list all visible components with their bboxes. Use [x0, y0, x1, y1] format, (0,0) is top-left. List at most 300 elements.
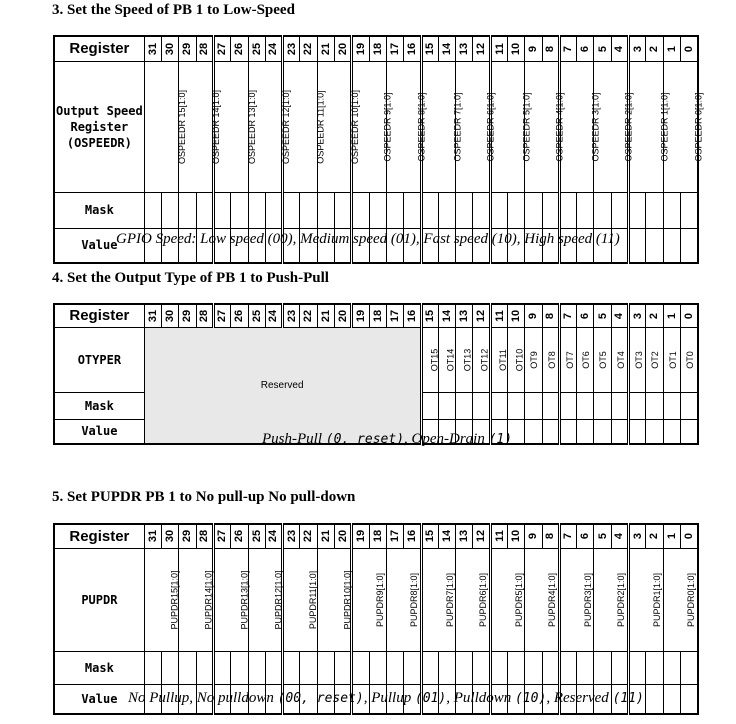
register-field: [456, 327, 473, 392]
register-field-label: OSPEEDR 6[1:0]: [485, 91, 496, 162]
bit-number: [179, 524, 196, 548]
register-field: [629, 327, 646, 392]
mask-bit-cell[interactable]: [525, 192, 542, 228]
bit-number: [404, 304, 421, 327]
mask-bit-cell[interactable]: [317, 651, 334, 684]
bit-number-label: 16: [405, 309, 418, 322]
bit-number: [542, 36, 559, 61]
value-bit-cell[interactable]: [680, 684, 698, 714]
bit-number-label: 22: [302, 530, 315, 543]
bit-header-row: [54, 524, 698, 548]
mask-bit-cell[interactable]: [594, 392, 611, 419]
bit-number-label: 6: [579, 45, 592, 52]
bit-number-label: 8: [544, 312, 557, 319]
value-bit-cell[interactable]: [663, 419, 680, 444]
mask-bit-cell[interactable]: [179, 192, 196, 228]
mask-bit-cell[interactable]: [283, 192, 300, 228]
bit-number: [456, 36, 473, 61]
mask-bit-cell[interactable]: [525, 392, 542, 419]
mask-bit-cell[interactable]: [680, 651, 698, 684]
bit-number: [404, 524, 421, 548]
register-field-label: PUPDR7[1:0]: [444, 572, 455, 627]
mask-bit-cell[interactable]: [248, 192, 265, 228]
mask-bit-cell[interactable]: [352, 651, 369, 684]
caption-text: Push-Pull: [262, 431, 326, 447]
bit-number-label: 12: [475, 530, 488, 543]
ospeedr-register-table: [53, 35, 704, 264]
bit-number-label: 25: [250, 42, 263, 55]
bit-number: [300, 36, 317, 61]
mask-bit-cell[interactable]: [525, 651, 542, 684]
mask-bit-cell[interactable]: [421, 192, 438, 228]
ospeedr-caption: GPIO Speed: Low speed (00), Medium speed (01), Fast speed (10), High speed (11): [116, 231, 620, 247]
bit-number-label: 24: [267, 309, 280, 322]
register-field: [179, 548, 214, 651]
bit-number-label: 31: [146, 530, 159, 543]
bit-number-label: 28: [198, 309, 211, 322]
register-field: [525, 548, 560, 651]
value-bit-cell[interactable]: [577, 419, 594, 444]
value-bit-cell[interactable]: [646, 419, 663, 444]
register-field: [386, 548, 421, 651]
value-bit-cell[interactable]: [611, 419, 628, 444]
bit-header-row: [54, 304, 698, 327]
bit-number: [663, 36, 680, 61]
bit-number: [525, 524, 542, 548]
bit-number: [300, 304, 317, 327]
register-header: Register: [54, 304, 144, 327]
bit-number-label: 8: [544, 45, 557, 52]
value-label: Value: [54, 228, 144, 263]
bit-number: [663, 304, 680, 327]
bit-number-label: 3: [631, 533, 644, 540]
bit-number-label: 6: [579, 533, 592, 540]
bit-number: [162, 36, 179, 61]
mask-label: Mask: [54, 392, 144, 419]
bit-number-label: 17: [389, 42, 402, 55]
register-name: OTYPER: [54, 327, 144, 392]
mask-bit-cell[interactable]: [335, 651, 352, 684]
bit-number: [352, 36, 369, 61]
bit-number: [611, 524, 628, 548]
mask-bit-cell[interactable]: [663, 192, 680, 228]
value-bit-cell[interactable]: [559, 419, 576, 444]
mask-bit-cell[interactable]: [594, 651, 611, 684]
bit-number-label: 19: [354, 309, 367, 322]
bit-number: [335, 524, 352, 548]
register-field: [421, 327, 438, 392]
mask-bit-cell[interactable]: [196, 192, 213, 228]
bit-number-label: 16: [405, 42, 418, 55]
bit-number-label: 17: [389, 309, 402, 322]
bit-number: [473, 304, 490, 327]
bit-number: [438, 36, 455, 61]
mask-bit-cell[interactable]: [231, 192, 248, 228]
mask-bit-cell[interactable]: [473, 392, 490, 419]
bit-number-label: 2: [648, 533, 661, 540]
pupdr-caption: [128, 690, 644, 707]
bit-number: [629, 524, 646, 548]
register-field-label: PUPDR6[1:0]: [478, 572, 489, 627]
register-field-label: OT7: [564, 350, 575, 369]
section-3-heading: 3. Set the Speed of PB 1 to Low-Speed: [52, 2, 295, 18]
register-field-label: OT10: [514, 348, 525, 371]
mask-bit-cell[interactable]: [490, 392, 507, 419]
register-header: Register: [54, 36, 144, 61]
bit-number-label: 5: [596, 533, 609, 540]
bit-number: [421, 36, 438, 61]
bit-number-label: 5: [596, 312, 609, 319]
bit-number: [542, 524, 559, 548]
mask-bit-cell[interactable]: [680, 392, 698, 419]
bit-number: [438, 524, 455, 548]
bit-number-label: 11: [493, 530, 506, 543]
bit-number: [577, 36, 594, 61]
bit-number: [300, 524, 317, 548]
caption-code: (0, reset): [325, 432, 405, 447]
register-field: [663, 327, 680, 392]
register-field-label: OSPEEDR 5[1:0]: [521, 91, 532, 162]
mask-bit-cell[interactable]: [577, 192, 594, 228]
caption-text: No Pullup, No pulldown: [128, 690, 278, 706]
register-field: [283, 548, 318, 651]
mask-bit-cell[interactable]: [611, 392, 628, 419]
register-field: [559, 61, 601, 192]
mask-bit-cell[interactable]: [646, 651, 663, 684]
bit-number-label: 13: [458, 309, 471, 322]
bit-number-label: 13: [458, 42, 471, 55]
bit-number-label: 14: [440, 309, 453, 322]
mask-bit-cell[interactable]: [559, 651, 576, 684]
mask-bit-cell[interactable]: [421, 651, 438, 684]
register-field-label: PUPDR14[1:0]: [203, 569, 214, 630]
register-field-label: PUPDR0[1:0]: [685, 572, 696, 627]
bit-number-label: 26: [233, 42, 246, 55]
mask-bit-cell[interactable]: [144, 192, 161, 228]
register-field: [144, 61, 187, 192]
register-field-label: OT12: [479, 348, 490, 371]
caption-code: (10): [515, 691, 547, 706]
mask-bit-cell[interactable]: [404, 192, 421, 228]
bit-number-label: 23: [285, 309, 298, 322]
register-field-label: OT8: [546, 350, 557, 369]
mask-bit-cell[interactable]: [438, 392, 455, 419]
bit-number-label: 25: [250, 530, 263, 543]
mask-bit-cell[interactable]: [162, 651, 179, 684]
register-field-label: PUPDR8[1:0]: [408, 572, 419, 627]
register-field: [248, 548, 283, 651]
bit-number-label: 15: [424, 42, 437, 55]
mask-label: Mask: [54, 651, 144, 684]
mask-bit-cell[interactable]: [144, 651, 161, 684]
bit-number: [283, 304, 300, 327]
register-field-label: PUPDR1[1:0]: [652, 572, 663, 627]
value-bit-cell[interactable]: [663, 684, 680, 714]
bit-number-label: 0: [682, 533, 695, 540]
bit-number-label: 22: [302, 42, 315, 55]
bit-number: [213, 304, 230, 327]
bit-number: [162, 524, 179, 548]
mask-bit-cell[interactable]: [162, 192, 179, 228]
bit-number: [317, 524, 334, 548]
mask-bit-cell[interactable]: [300, 192, 317, 228]
mask-bit-cell[interactable]: [629, 392, 646, 419]
bit-number: [369, 36, 386, 61]
bit-number: [680, 36, 698, 61]
register-field-label: OSPEEDR 0[1:0]: [693, 91, 704, 162]
bit-number-label: 17: [389, 530, 402, 543]
mask-bit-cell[interactable]: [386, 192, 403, 228]
bit-number-label: 26: [233, 309, 246, 322]
value-bit-cell[interactable]: [629, 228, 646, 263]
bit-number-label: 8: [544, 533, 557, 540]
mask-bit-cell[interactable]: [508, 192, 525, 228]
bit-number-label: 24: [267, 42, 280, 55]
bit-number-label: 13: [458, 530, 471, 543]
caption-text: , Pullup: [363, 690, 415, 706]
value-bit-cell[interactable]: [542, 419, 559, 444]
bit-number: [231, 304, 248, 327]
bit-number: [352, 304, 369, 327]
bit-number-label: 7: [562, 45, 575, 52]
mask-bit-cell[interactable]: [456, 651, 473, 684]
register-field: [559, 548, 594, 651]
mask-bit-cell[interactable]: [248, 651, 265, 684]
bit-number-label: 14: [440, 530, 453, 543]
bit-number-label: 4: [613, 45, 626, 52]
caption-code: (1): [488, 432, 513, 447]
bit-number: [421, 304, 438, 327]
bit-number-label: 14: [440, 42, 453, 55]
bit-number: [196, 36, 213, 61]
bit-number-label: 3: [631, 312, 644, 319]
value-bit-cell[interactable]: [525, 419, 542, 444]
register-field: [611, 327, 628, 392]
mask-bit-cell[interactable]: [438, 651, 455, 684]
mask-bit-cell[interactable]: [231, 651, 248, 684]
mask-bit-cell[interactable]: [559, 392, 576, 419]
register-field-label: OSPEEDR 12[1:0]: [280, 89, 291, 164]
mask-bit-cell[interactable]: [577, 392, 594, 419]
mask-bit-cell[interactable]: [386, 651, 403, 684]
bit-number: [196, 304, 213, 327]
mask-bit-cell[interactable]: [490, 651, 507, 684]
mask-bit-cell[interactable]: [473, 192, 490, 228]
register-field-label: OT2: [650, 350, 661, 369]
register-field-label: OT3: [633, 350, 644, 369]
caption-text: , Open-Drain: [404, 431, 489, 447]
mask-bit-cell[interactable]: [663, 651, 680, 684]
register-field-label: PUPDR12[1:0]: [273, 569, 284, 630]
register-field-row: [54, 548, 698, 651]
bit-number: [611, 304, 628, 327]
bit-number: [525, 36, 542, 61]
register-field-label: OT11: [497, 348, 508, 371]
bit-number-label: 9: [527, 312, 540, 319]
mask-bit-cell[interactable]: [335, 192, 352, 228]
bit-number: [265, 304, 282, 327]
mask-bit-cell[interactable]: [317, 192, 334, 228]
bit-number-label: 10: [510, 309, 523, 322]
mask-bit-cell[interactable]: [542, 392, 559, 419]
bit-number-label: 20: [336, 530, 349, 543]
mask-bit-cell[interactable]: [456, 392, 473, 419]
bit-number: [248, 304, 265, 327]
bit-number: [473, 524, 490, 548]
mask-bit-cell[interactable]: [508, 392, 525, 419]
value-bit-cell[interactable]: [646, 228, 663, 263]
register-field-label: OSPEEDR 13[1:0]: [246, 89, 257, 164]
bit-number-label: 18: [371, 530, 384, 543]
mask-bit-cell[interactable]: [179, 651, 196, 684]
register-field-label: OSPEEDR 15[1:0]: [176, 89, 187, 164]
bit-number: [404, 36, 421, 61]
mask-row: [54, 651, 698, 684]
bit-number-label: 0: [682, 312, 695, 319]
value-bit-cell[interactable]: [646, 684, 663, 714]
mask-bit-cell[interactable]: [352, 192, 369, 228]
mask-bit-cell[interactable]: [663, 392, 680, 419]
bit-number-label: 11: [493, 309, 506, 322]
mask-bit-cell[interactable]: [473, 651, 490, 684]
register-field-label: PUPDR2[1:0]: [616, 572, 627, 627]
mask-bit-cell[interactable]: [438, 192, 455, 228]
bit-number-label: 19: [354, 530, 367, 543]
mask-bit-cell[interactable]: [542, 192, 559, 228]
register-field-label: OSPEEDR 14[1:0]: [211, 89, 222, 164]
register-field: [317, 548, 352, 651]
bit-number: [162, 304, 179, 327]
bit-number-label: 15: [424, 530, 437, 543]
mask-label: Mask: [54, 192, 144, 228]
mask-bit-cell[interactable]: [283, 651, 300, 684]
mask-bit-cell[interactable]: [265, 192, 282, 228]
bit-number-label: 10: [510, 42, 523, 55]
bit-number: [265, 36, 282, 61]
bit-number-label: 29: [181, 42, 194, 55]
bit-number-label: 30: [164, 309, 177, 322]
bit-number: [179, 36, 196, 61]
bit-number: [473, 36, 490, 61]
bit-number: [646, 36, 663, 61]
mask-bit-cell[interactable]: [456, 192, 473, 228]
otyper-register-table: [53, 303, 699, 445]
bit-number-label: 16: [405, 530, 418, 543]
bit-number-label: 23: [285, 530, 298, 543]
bit-number-label: 4: [613, 312, 626, 319]
mask-bit-cell[interactable]: [594, 192, 611, 228]
register-field: [594, 548, 629, 651]
value-bit-cell[interactable]: [663, 228, 680, 263]
bit-number-label: 30: [164, 530, 177, 543]
caption-code: (00, reset): [277, 691, 364, 706]
mask-bit-cell[interactable]: [646, 192, 663, 228]
bit-number-label: 25: [250, 309, 263, 322]
mask-bit-cell[interactable]: [629, 192, 646, 228]
mask-bit-cell[interactable]: [196, 651, 213, 684]
value-bit-cell[interactable]: [680, 228, 698, 263]
section-5-heading: 5. Set PUPDR PB 1 to No pull-up No pull-down: [52, 489, 356, 505]
bit-number-label: 7: [562, 312, 575, 319]
bit-number-label: 10: [510, 530, 523, 543]
register-field: [663, 548, 698, 651]
register-field: [508, 327, 525, 392]
mask-bit-cell[interactable]: [611, 192, 628, 228]
bit-number: [231, 524, 248, 548]
register-field-label: OSPEEDR 3[1:0]: [590, 91, 601, 162]
bit-number-label: 2: [648, 45, 661, 52]
mask-bit-cell[interactable]: [490, 192, 507, 228]
mask-bit-cell[interactable]: [369, 192, 386, 228]
mask-bit-cell[interactable]: [404, 651, 421, 684]
mask-row: [54, 192, 698, 228]
register-field-label: PUPDR11[1:0]: [308, 570, 319, 629]
register-field-label: OT1: [667, 350, 678, 369]
register-field: [680, 327, 698, 392]
register-field: [213, 548, 248, 651]
mask-bit-cell[interactable]: [369, 651, 386, 684]
bit-number-label: 12: [475, 309, 488, 322]
register-field-label: PUPDR15[1:0]: [169, 569, 180, 630]
bit-number-label: 7: [562, 533, 575, 540]
value-bit-cell[interactable]: [594, 419, 611, 444]
register-field: [490, 548, 525, 651]
bit-number-label: 3: [631, 45, 644, 52]
bit-number-label: 5: [596, 45, 609, 52]
mask-bit-cell[interactable]: [508, 651, 525, 684]
bit-number-label: 18: [371, 309, 384, 322]
register-field: [629, 61, 670, 192]
value-bit-cell[interactable]: [680, 419, 698, 444]
mask-bit-cell[interactable]: [213, 651, 230, 684]
bit-number-label: 24: [267, 530, 280, 543]
bit-number: [438, 304, 455, 327]
register-field: [352, 548, 387, 651]
bit-number: [283, 524, 300, 548]
mask-bit-cell[interactable]: [213, 192, 230, 228]
mask-bit-cell[interactable]: [300, 651, 317, 684]
bit-number: [369, 304, 386, 327]
register-field: [490, 327, 507, 392]
register-field-label: OT6: [580, 350, 591, 369]
register-field-label: PUPDR10[1:0]: [342, 569, 353, 630]
value-bit-cell[interactable]: [629, 419, 646, 444]
mask-bit-cell[interactable]: [629, 651, 646, 684]
mask-bit-cell[interactable]: [680, 192, 698, 228]
otyper-caption: [262, 431, 512, 448]
bit-number: [352, 524, 369, 548]
mask-bit-cell[interactable]: [265, 651, 282, 684]
mask-bit-cell[interactable]: [611, 651, 628, 684]
register-field: [577, 327, 594, 392]
bit-number-label: 19: [354, 42, 367, 55]
register-field: [421, 548, 456, 651]
register-header: Register: [54, 524, 144, 548]
mask-bit-cell[interactable]: [542, 651, 559, 684]
bit-number-label: 21: [319, 42, 332, 55]
bit-number: [386, 36, 403, 61]
register-field-label: OSPEEDR 2[1:0]: [624, 91, 634, 162]
mask-bit-cell[interactable]: [577, 651, 594, 684]
mask-bit-cell[interactable]: [421, 392, 438, 419]
mask-bit-cell[interactable]: [646, 392, 663, 419]
bit-number: [231, 36, 248, 61]
bit-number: [179, 304, 196, 327]
bit-number-label: 9: [527, 45, 540, 52]
bit-number: [525, 304, 542, 327]
mask-bit-cell[interactable]: [559, 192, 576, 228]
bit-number: [335, 304, 352, 327]
